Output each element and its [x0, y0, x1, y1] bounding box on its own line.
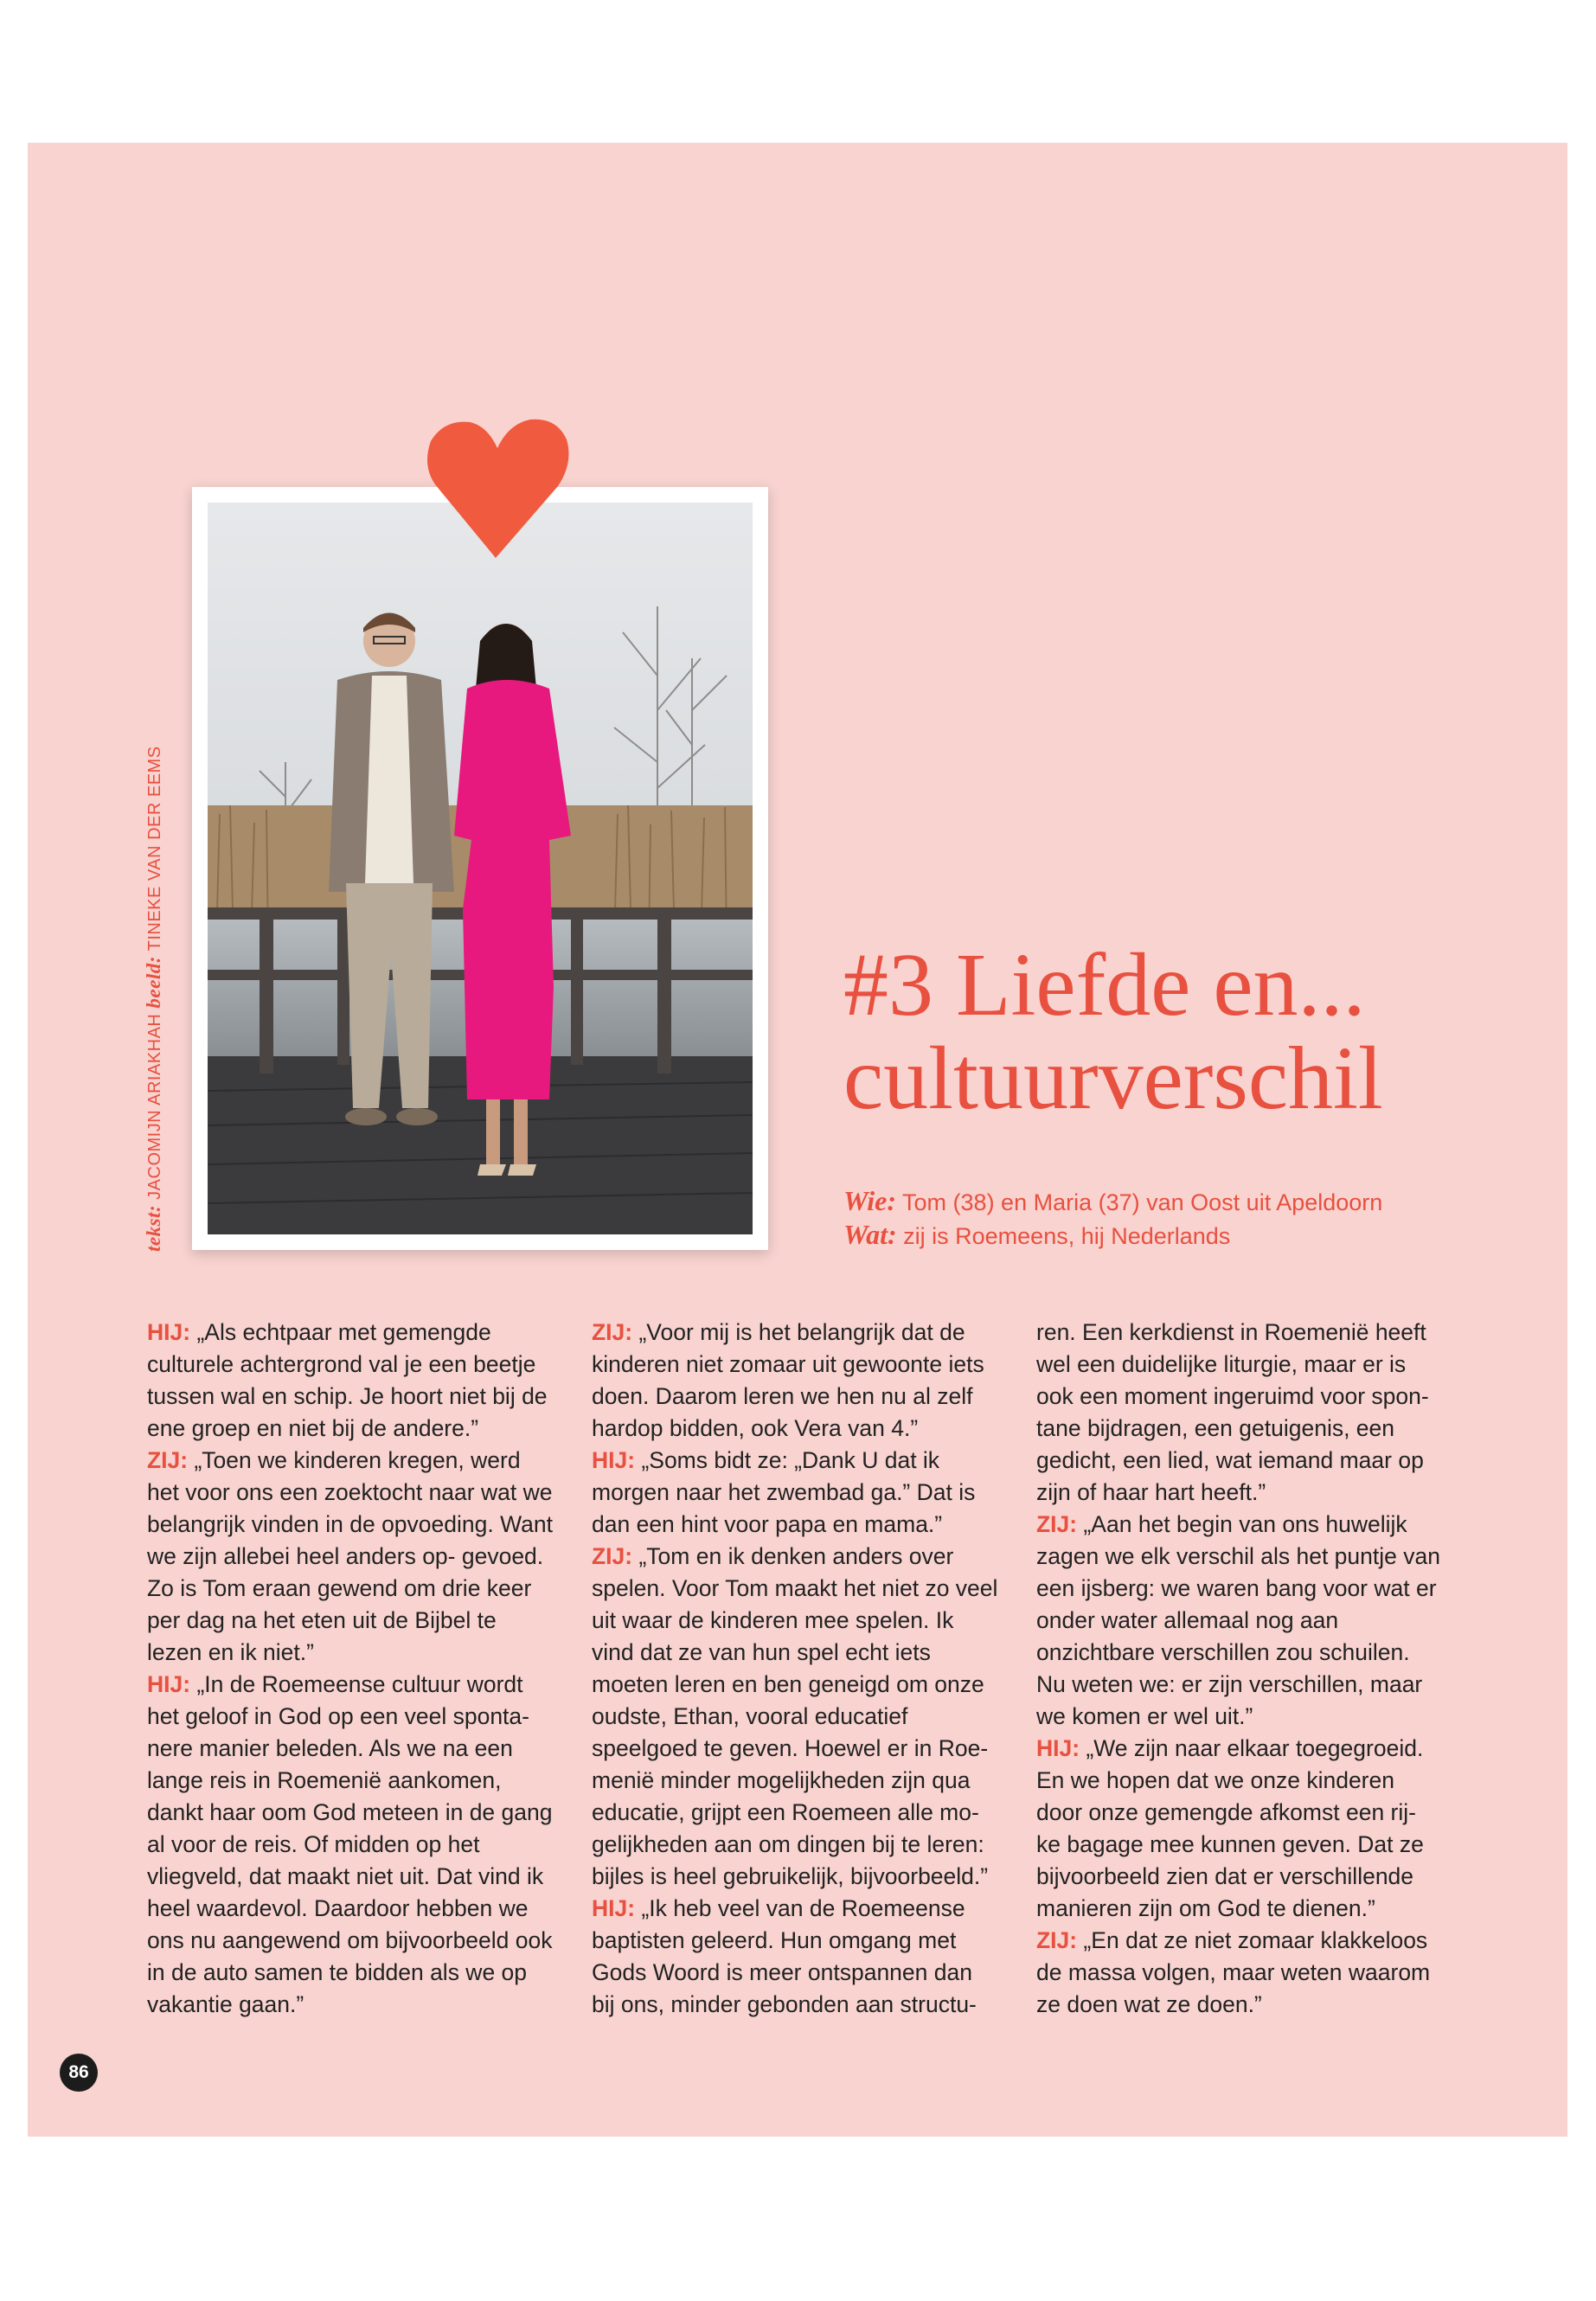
title-line-1: #3 Liefde en...	[843, 935, 1366, 1035]
paragraph	[592, 1317, 998, 1445]
speaker-label: ZIJ:	[1036, 1927, 1078, 1953]
paragraph	[1036, 1733, 1443, 1925]
paragraph	[147, 1669, 554, 2021]
speaker-label: ZIJ:	[147, 1447, 189, 1473]
page-number: 86	[60, 2054, 98, 2092]
credit-image-label: beeld:	[143, 956, 164, 1009]
photo-credit	[143, 746, 165, 1252]
couple-photo	[208, 503, 753, 1234]
text-column-3	[1036, 1317, 1443, 2021]
speaker-label: HIJ:	[147, 1319, 191, 1345]
paragraph-text: „En dat ze niet zomaar klakkeloos de massa volgen, maar weten waarom ze doen wat ze doen.”	[1036, 1927, 1431, 2017]
paragraph-text: „Ik heb veel van de Roemeense baptisten geleerd. Hun omgang met Gods Woord is meer ontspannen dan bij ons, minder gebonden aan structu-	[592, 1895, 977, 2017]
credit-image-author: TINEKE VAN DER EEMS	[145, 746, 164, 952]
heart-icon	[418, 415, 574, 562]
paragraph	[1036, 1317, 1443, 1509]
meta-what-value: zij is Roemeens, hij Nederlands	[903, 1223, 1231, 1249]
meta-what	[843, 1219, 1382, 1253]
paragraph-text: „Aan het begin van ons huwelijk zagen we elk verschil als het puntje van een ijsberg: we waren bang voor wat er onder water allemaal nog aan onzichtbare verschillen zou schuilen. Nu weten we: er zijn verschillen, maar we komen er wel uit.”	[1036, 1511, 1440, 1729]
meta-who-value: Tom (38) en Maria (37) van Oost uit Apeldoorn	[902, 1189, 1383, 1215]
speaker-label: HIJ:	[592, 1447, 636, 1473]
paragraph	[592, 1893, 998, 2021]
paragraph-text: „Toen we kinderen kregen, werd het voor ons een zoektocht naar wat we belangrijk vinden in de opvoeding. Want we zijn allebei heel anders op- gevoed. Zo is Tom eraan gewend om drie keer per dag na het eten uit de Bijbel te lezen en ik niet.”	[147, 1447, 553, 1665]
paragraph-text: „Als echtpaar met gemengde culturele achtergrond val je een beetje tussen wal en schip. Je hoort niet bij de ene groep en niet bij de andere.”	[147, 1319, 548, 1441]
paragraph-text: „Voor mij is het belangrijk dat de kinderen niet zomaar uit gewoonte iets doen. Daarom leren we hen nu al zelf hardop bidden, ook Vera van 4.”	[592, 1319, 984, 1441]
credit-text-author: JACOMIJN ARIAKHAH	[145, 1013, 164, 1200]
meta-who-label: Wie:	[843, 1185, 897, 1216]
speaker-label: HIJ:	[592, 1895, 636, 1921]
meta-who	[843, 1185, 1382, 1219]
article-title	[843, 935, 1518, 1128]
paragraph	[592, 1445, 998, 1541]
paragraph-text: „In de Roemeense cultuur wordt het geloof in God op een veel sponta- nere manier beleden. Als we na een lange reis in Roemenië aankomen, dankt haar oom God meteen in de gang al voor de reis. Of midden op het vliegveld, dat maakt niet uit. Dat vind ik heel waardevol. Daardoor hebben we ons nu aangewend om bijvoorbeeld ook in de auto samen te bidden als we op vakantie gaan.”	[147, 1671, 553, 2017]
paragraph	[147, 1445, 554, 1669]
paragraph-text: „We zijn naar elkaar toegegroeid. En we hopen dat we onze kinderen door onze gemengde afkomst een rij- ke bagage mee kunnen geven. Dat ze bijvoorbeeld zien dat er verschillende manieren zijn om God te dienen.”	[1036, 1735, 1424, 1921]
photo-frame	[192, 487, 768, 1250]
speaker-label: HIJ:	[1036, 1735, 1080, 1761]
speaker-label: HIJ:	[147, 1671, 191, 1697]
meta-what-label: Wat:	[843, 1219, 897, 1250]
text-column-2	[592, 1317, 998, 2021]
speaker-label: ZIJ:	[592, 1543, 633, 1569]
paragraph	[1036, 1925, 1443, 2021]
paragraph	[592, 1541, 998, 1893]
title-line-2: cultuurverschil	[843, 1029, 1383, 1128]
credit-text-label: tekst:	[143, 1204, 164, 1252]
article-meta	[843, 1185, 1382, 1253]
paragraph	[1036, 1509, 1443, 1733]
paragraph	[147, 1317, 554, 1445]
speaker-label: ZIJ:	[592, 1319, 633, 1345]
paragraph-text: „Soms bidt ze: „Dank U dat ik morgen naar het zwembad ga.” Dat is dan een hint voor papa en mama.”	[592, 1447, 976, 1537]
text-column-1	[147, 1317, 554, 2021]
paragraph-text: „Tom en ik denken anders over spelen. Voor Tom maakt het niet zo veel uit waar de kinderen mee spelen. Ik vind dat ze van hun spel echt iets moeten leren en ben geneigd om onze oudste, Ethan, vooral educatief speelgoed te geven. Hoewel er in Roe- menië minder mogelijkheden zijn qua educatie, grijpt een Roemeen alle mo- gelijkheden aan om dingen bij te leren: bijles is heel gebruikelijk, bijvoorbeeld.”	[592, 1543, 998, 1889]
speaker-label: ZIJ:	[1036, 1511, 1078, 1537]
paragraph-text: ren. Een kerkdienst in Roemenië heeft wel een duidelijke liturgie, maar er is ook een moment ingeruimd voor spon- tane bijdragen, een getuigenis, een gedicht, een lied, wat iemand maar op zijn of haar hart heeft.”	[1036, 1319, 1429, 1505]
